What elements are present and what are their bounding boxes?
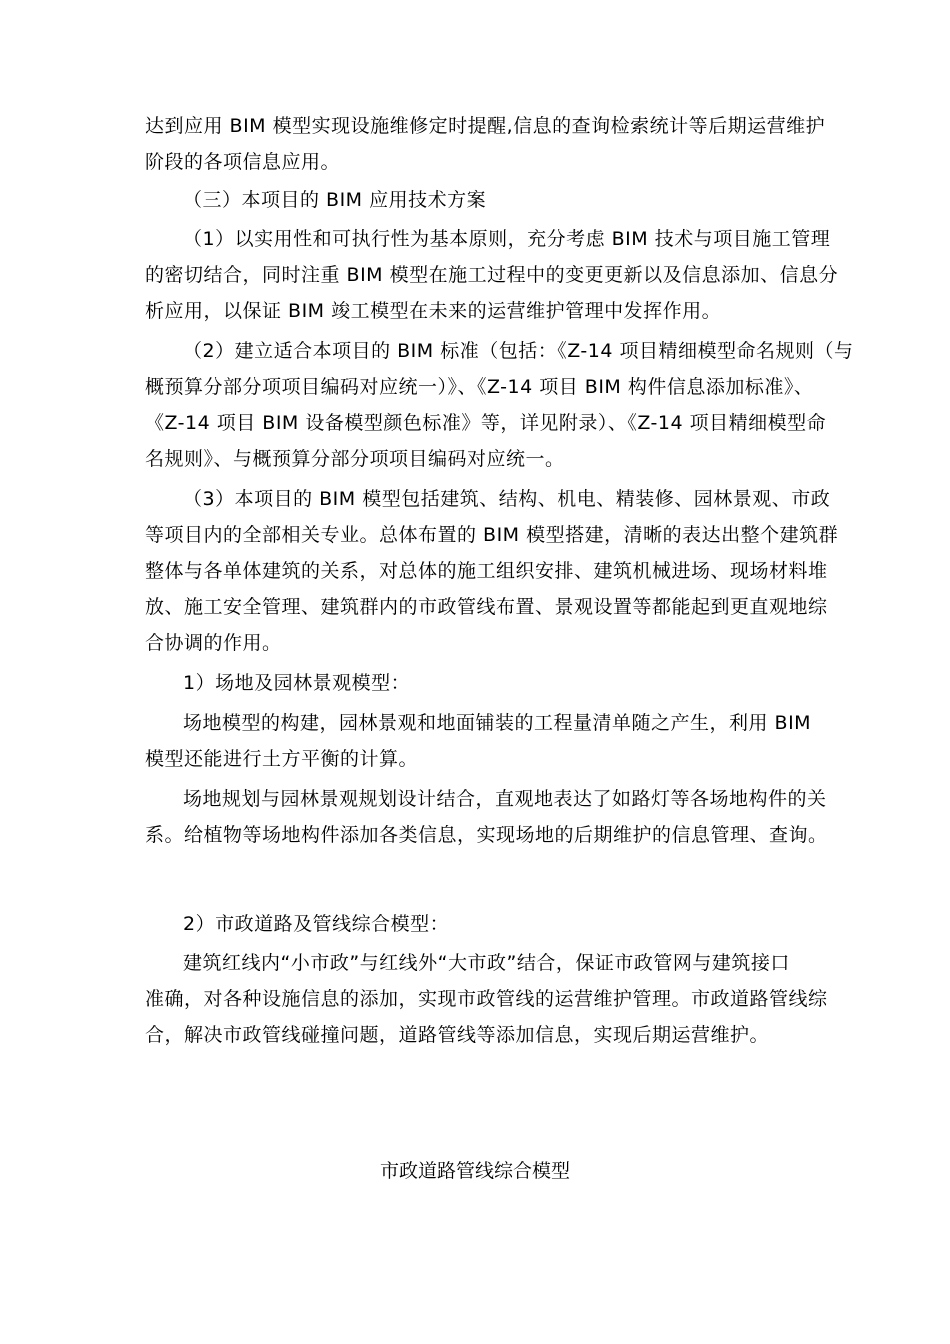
subsection-heading: 1）场地及园林景观模型： [183, 672, 411, 694]
paragraph-line: 阶段的各项信息应用。 [145, 151, 341, 173]
paragraph-line: 概预算分部分项项目编码对应统一）》、《Z-14 项目 BIM 构件信息添加标准》、 [145, 376, 814, 398]
section-heading: （三）本项目的 BIM 应用技术方案 [183, 189, 487, 211]
paragraph-line: 整体与各单体建筑的关系，对总体的施工组织安排、建筑机械进场、现场材料堆 [145, 560, 828, 582]
paragraph-line: 模型还能进行土方平衡的计算。 [145, 748, 419, 770]
paragraph-line: 放、施工安全管理、建筑群内的市政管线布置、景观设置等都能起到更直观地综 [145, 596, 828, 618]
paragraph-line: 准确，对各种设施信息的添加，实现市政管线的运营维护管理。市政道路管线综 [145, 988, 828, 1010]
paragraph-line: 场地规划与园林景观规划设计结合，直观地表达了如路灯等各场地构件的关 [183, 788, 827, 810]
paragraph-line: 等项目内的全部相关专业。总体布置的 BIM 模型搭建，清晰的表达出整个建筑群 [145, 524, 839, 546]
paragraph-line: 建筑红线内“小市政”与红线外“大市政”结合，保证市政管网与建筑接口 [183, 952, 790, 974]
paragraph-line: （1）以实用性和可执行性为基本原则，充分考虑 BIM 技术与项目施工管理 [183, 228, 831, 250]
paragraph-line: 的密切结合，同时注重 BIM 模型在施工过程中的变更更新以及信息添加、信息分 [145, 264, 839, 286]
paragraph-line: （3）本项目的 BIM 模型包括建筑、结构、机电、精装修、园林景观、市政 [183, 488, 831, 510]
paragraph-line: 《Z-14 项目 BIM 设备模型颜色标准》等，详见附录）、《Z-14 项目精细模型命 [145, 412, 827, 434]
subsection-heading: 2）市政道路及管线综合模型： [183, 913, 450, 935]
paragraph-line: 场地模型的构建，园林景观和地面铺装的工程量清单随之产生，利用 BIM [183, 712, 812, 734]
paragraph-line: 名规则》、与概预算分部分项项目编码对应统一。 [145, 448, 565, 470]
paragraph-line: 达到应用 BIM 模型实现设施维修定时提醒,信息的查询检索统计等后期运营维护 [145, 115, 826, 137]
paragraph-line: 系。给植物等场地构件添加各类信息，实现场地的后期维护的信息管理、查询。 [145, 824, 828, 846]
paragraph-line: 合协调的作用。 [145, 632, 282, 654]
paragraph-line: （2）建立适合本项目的 BIM 标准（包括：《Z-14 项目精细模型命名规则（与 [183, 340, 854, 362]
paragraph-line: 析应用，以保证 BIM 竣工模型在未来的运营维护管理中发挥作用。 [145, 300, 722, 322]
figure-caption: 市政道路管线综合模型 [379, 1160, 570, 1182]
paragraph-line: 合，解决市政管线碰撞问题，道路管线等添加信息，实现后期运营维护。 [145, 1024, 770, 1046]
